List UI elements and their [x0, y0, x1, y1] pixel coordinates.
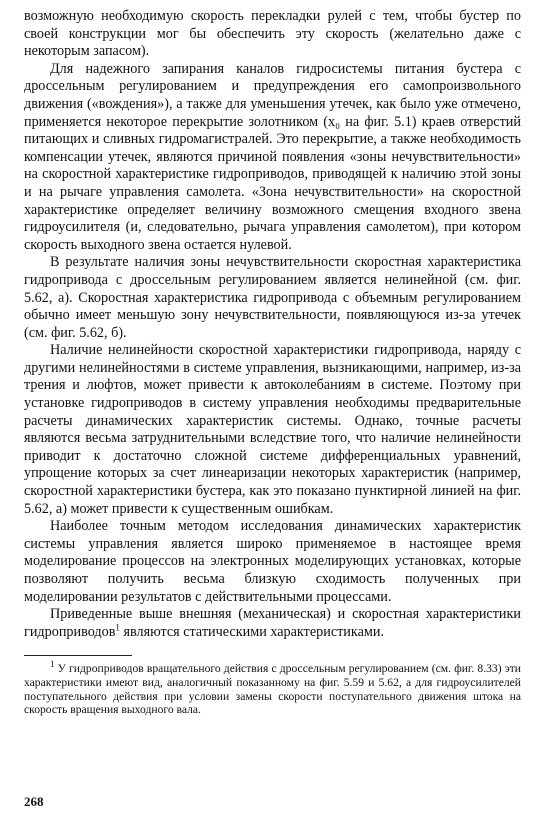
footnote-divider — [24, 655, 132, 656]
paragraph-5: Наиболее точным методом исследования динамических характеристик системы управления является широко применяемое в настоящее время моделирование процессов на электронных моделирующих установках, которые позволяют получить весьма близкую сходимость полученных при моделировании результатов с действительными процессами. — [24, 518, 521, 605]
footnote — [24, 659, 521, 717]
footnote-text: У гидроприводов вращательного действия с дроссельным регулированием (см. фиг. 8.33) эти характеристики имеют вид, аналогичный показанному на фиг. 5.59 и 5.62, а для гидроусилителей поступательного действия при условии замены скорости поступательного движения штока на скорость вращения выходного вала. — [24, 662, 521, 717]
footnote-reference: 1 — [115, 622, 120, 633]
paragraph-6 — [24, 606, 521, 641]
paragraph-6-text-end: являются статическими характеристиками. — [119, 623, 384, 640]
page-number: 268 — [24, 794, 44, 809]
paragraph-2: Для надежного запирания каналов гидросистемы питания бустера с дроссельным регулированием и предупреждения его самопроизвольного движения («вождения»), а также для уменьшения утечек, как было уже отмечено, применяется некоторое перекрытие золотником (x₀ на фиг. 5.1) краев отверстий питающих и сливных гидромагистралей. Это перекрытие, а также необходимость компенсации утечек, являются причиной появления «зоны нечувствительности» на скоростной характеристике гидроприводов, приводящей к наличию этой зоны и на рычаге управления самолета. «Зона нечувствительности» на скоростной характеристике определяет величину возможного смещения входного звена гидроусилителя (и, следовательно, рычага управления самолетом), при котором скорость выходного звена остается нулевой. — [24, 60, 521, 253]
paragraph-3: В результате наличия зоны нечувствительности скоростная характеристика гидропривода с дроссельным регулированием является нелинейной (см. фиг. 5.62, а). Скоростная характеристика гидропривода с объемным регулированием обычно имеет меньшую зону нечувствительности, появляющуюся из-за утечек (см. фиг. 5.62, б). — [24, 254, 521, 341]
footnote-marker: 1 — [50, 659, 55, 670]
paragraph-1: возможную необходимую скорость перекладки рулей с тем, чтобы бустер по своей конструкции мог бы обеспечить эту скорость (желательно даже с некоторым запасом). — [24, 8, 521, 60]
paragraph-6-text: Приведенные выше внешняя (механическая) и скоростная характеристики гидроприводов — [24, 606, 521, 640]
paragraph-4: Наличие нелинейности скоростной характеристики гидропривода, наряду с другими нелинейностями в системе управления, вызникающими, например, из-за трения и люфтов, может привести к автоколебаниям в системе. Поэтому при установке гидроприводов в систему управления необходимы предварительные расчеты динамических характеристик системы. Однако, точные расчеты являются весьма затруднительными вследствие того, что наличие нелинейности приводит к достаточно сложной системе дифференциальных уравнений, упрощение которых за счет линеаризации некоторых характеристик (например, скоростной характеристики бустера, как это показано пунктирной линией на фиг. 5.62, а) может привести к существенным ошибкам. — [24, 342, 521, 517]
